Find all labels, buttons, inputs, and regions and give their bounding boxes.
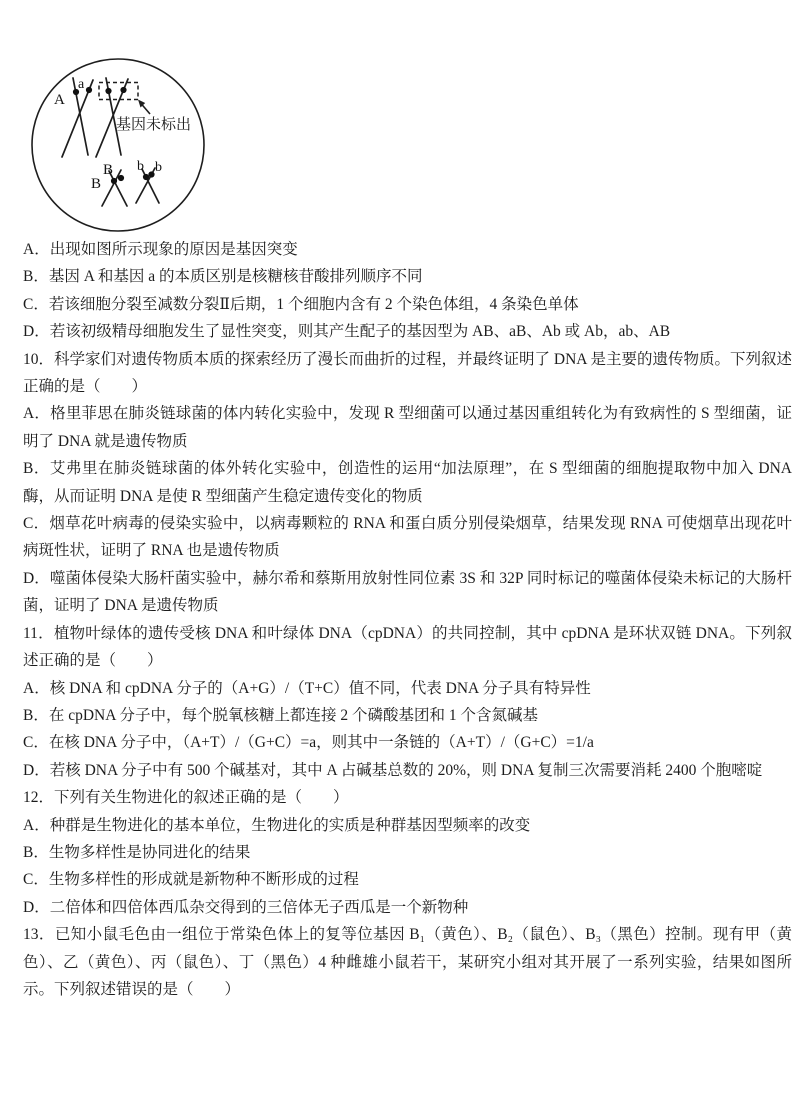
cell-outline-circle (32, 59, 204, 231)
cell-diagram (0, 0, 220, 240)
question-10-stem: 10．科学家们对遗传物质本质的探索经历了漫长而曲折的过程，并最终证明了 DNA 是主要的遗传物质。下列叙述正确的是（ ） (23, 350, 792, 396)
gene-label-B: B (103, 162, 114, 178)
gene-label-b: b (155, 160, 162, 175)
question-9-options (23, 236, 792, 346)
question-9-option-a: A．出现如图所示现象的原因是基因突变 (23, 241, 298, 258)
question-12-option-c: C．生物多样性的形成就是新物种不断形成的过程 (23, 871, 359, 889)
question-10-option-b: B．艾弗里在肺炎链球菌的体外转化实验中，创造性的运用“加法原理”，在 S 型细菌的细胞提取物中加入 DNA 酶，从而证明 DNA 是使 R 型细菌产生稳定遗传变化的物质 (23, 460, 792, 505)
gene-label-b: b (137, 159, 144, 174)
question-12-option-b: B．生物多样性是协同进化的结果 (23, 843, 251, 861)
gene-locus-dot (148, 171, 154, 177)
question-10 (23, 346, 792, 620)
question-text-column (23, 236, 792, 1003)
question-10-option-c: C．烟草花叶病毒的侵染实验中，以病毒颗粒的 RNA 和蛋白质分别侵染烟草，结果发现 RNA 可使烟草出现花叶病斑性状，证明了 RNA 也是遗传物质 (23, 515, 792, 560)
question-12-option-d: D．二倍体和四倍体西瓜杂交得到的三倍体无子西瓜是一个新物种 (23, 898, 469, 916)
question-12 (23, 784, 792, 921)
question-11-option-d: D．若核 DNA 分子中有 500 个碱基对，其中 A 占碱基总数的 20%，则 DNA 复制三次需要消耗 2400 个胞嘧啶 (23, 761, 763, 779)
question-11-option-b: B．在 cpDNA 分子中，每个脱氧核糖上都连接 2 个磷酸基团和 1 个含氮碱基 (23, 706, 538, 724)
question-13 (23, 921, 792, 1003)
gene-locus-dot (143, 174, 149, 180)
question-9-option-d: D．若该初级精母细胞发生了显性突变，则其产生配子的基因型为 AB、aB、Ab 或 Ab，ab、AB (23, 323, 671, 341)
question-11-option-a: A．核 DNA 和 cpDNA 分子的（A+G）/（T+C）值不同，代表 DNA 分子具有特异性 (23, 679, 591, 697)
gene-locus-dot (86, 87, 92, 93)
question-11-stem: 11．植物叶绿体的遗传受核 DNA 和叶绿体 DNA（cpDNA）的共同控制，其中 cpDNA 是环状双链 DNA。下列叙述正确的是（ ） (23, 624, 792, 670)
gene-label-B: B (91, 176, 102, 192)
gene-locus-dot (105, 88, 111, 94)
question-9-option-c: C．若该细胞分裂至减数分裂Ⅱ后期，1 个细胞内含有 2 个染色体组，4 条染色单体 (23, 295, 579, 313)
question-13-stem: 13．已知小鼠毛色由一组位于常染色体上的复等位基因 B₁（黄色）、B₂（鼠色）、B₃（黑色）控制。现有甲（黄色）、乙（黄色）、丙（鼠色）、丁（黑色）4 种雌雄小鼠若干，某研究小组对其开展了一系列实验，结果如图所示。下列叙述错误的是（ ） (23, 926, 792, 998)
gene-label-a: a (78, 77, 85, 92)
unlabeled-genes-dashed-box (99, 83, 138, 100)
gene-label-A: A (54, 92, 65, 108)
gene-locus-dot (111, 178, 117, 184)
gene-locus-dot (120, 87, 126, 93)
question-12-option-a: A．种群是生物进化的基本单位，生物进化的实质是种群基因型频率的改变 (23, 816, 531, 834)
question-10-option-a: A．格里菲思在肺炎链球菌的体内转化实验中，发现 R 型细菌可以通过基因重组转化为有致病性的 S 型细菌，证明了 DNA 就是遗传物质 (23, 405, 792, 450)
gene-locus-dot (118, 175, 124, 181)
question-9-option-b: B．基因 A 和基因 a 的本质区别是核糖核苷酸排列顺序不同 (23, 268, 423, 286)
question-10-option-d: D．噬菌体侵染大肠杆菌实验中，赫尔希和蔡斯用放射性同位素 3S 和 32P 同时标记的噬菌体侵染未标记的大肠杆菌，证明了 DNA 是遗传物质 (23, 569, 792, 615)
annotation-label: 基因未标出 (116, 117, 192, 133)
question-11-option-c: C．在核 DNA 分子中，（A+T）/（G+C）=a，则其中一条链的（A+T）/（G+C）=1/a (23, 734, 594, 752)
question-11 (23, 620, 792, 784)
cell-diagram-figure (0, 0, 220, 240)
question-12-stem: 12．下列有关生物进化的叙述正确的是（ ） (23, 789, 349, 807)
